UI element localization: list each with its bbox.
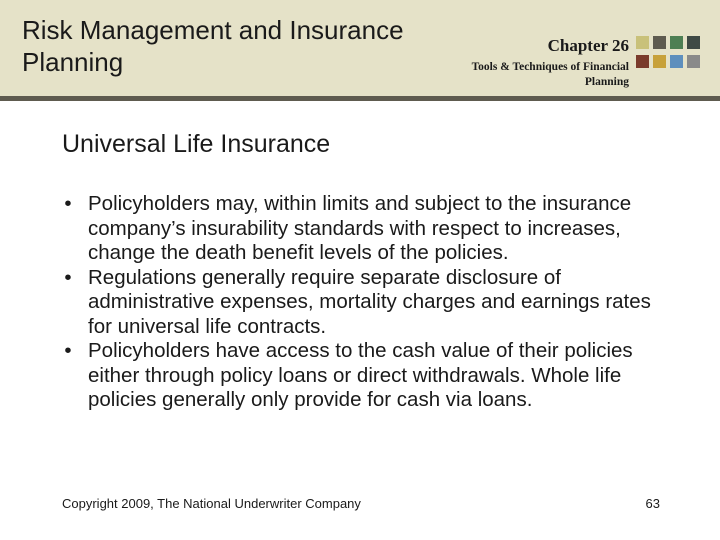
chapter-subtitle: Tools & Techniques of Financial Planning	[471, 61, 629, 88]
chapter-label: Chapter 26	[547, 36, 629, 55]
decorative-square	[670, 36, 683, 49]
decorative-square	[670, 55, 683, 68]
decorative-square	[687, 36, 700, 49]
decorative-square	[653, 36, 666, 49]
bullet-marker: •	[64, 192, 72, 215]
bullet-item	[58, 339, 678, 413]
footer-copyright: Copyright 2009, The National Underwriter Company	[62, 496, 361, 511]
page-number: 63	[645, 496, 660, 511]
decorative-square	[653, 55, 666, 68]
bullet-text: Regulations generally require separate disclosure of administrative expenses, mortality charges and earnings rates for universal life contracts.	[88, 265, 651, 338]
bullet-text: Policyholders may, within limits and subject to the insurance company’s insurability standards with respect to increases, change the death benefit levels of the policies.	[88, 192, 632, 264]
bullet-list	[58, 192, 678, 413]
decorative-square	[687, 55, 700, 68]
slide-heading: Universal Life Insurance	[62, 130, 331, 158]
bullet-item	[58, 192, 678, 266]
bullet-marker: •	[64, 265, 72, 289]
decorative-squares	[636, 36, 700, 70]
decorative-square	[636, 36, 649, 49]
bullet-marker: •	[64, 339, 72, 362]
header-divider	[0, 96, 720, 101]
course-title: Risk Management and Insurance Planning	[22, 15, 404, 77]
bullet-text: Policyholders have access to the cash value of their policies either through policy loans or direct withdrawals. Whole life policies generally only provide for cash via loans.	[88, 339, 633, 411]
bullet-item	[58, 266, 678, 340]
decorative-square	[636, 55, 649, 68]
